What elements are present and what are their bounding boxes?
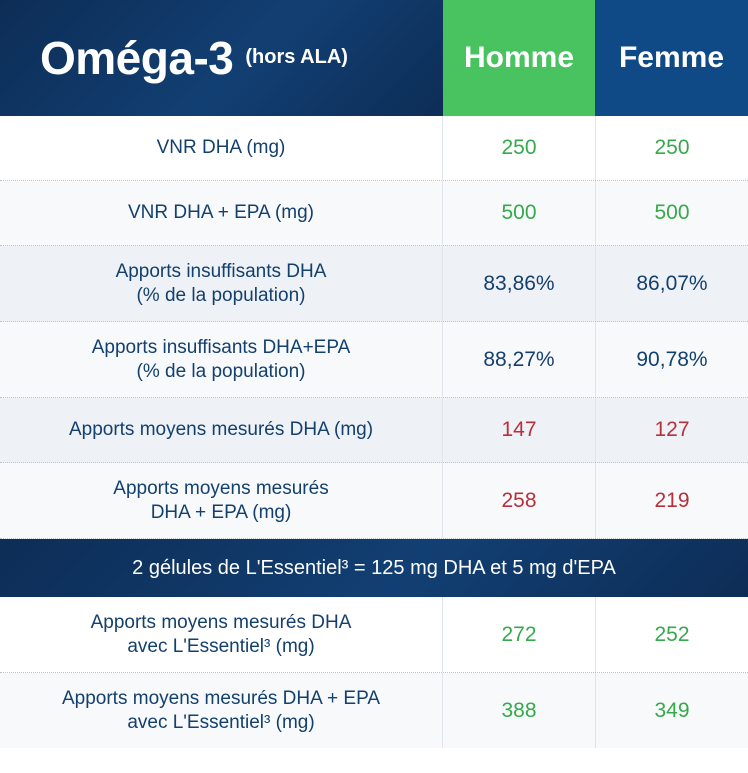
row-label xyxy=(0,116,443,180)
column-header-women xyxy=(595,0,748,116)
row-label xyxy=(0,673,443,748)
row-value-men: 258 xyxy=(443,463,596,538)
row-label xyxy=(0,597,443,672)
row-label-line1: Apports insuffisants DHA+EPA xyxy=(91,336,351,358)
table-row xyxy=(0,322,748,398)
row-label-line1: Apports insuffisants DHA xyxy=(115,260,327,282)
row-label xyxy=(0,322,443,397)
table-row xyxy=(0,181,748,246)
row-label-line1: Apports moyens mesurés DHA xyxy=(90,611,352,633)
row-value-men: 250 xyxy=(443,116,596,180)
row-value-women: 219 xyxy=(654,488,690,512)
row-label-line2: avec L'Essentiel³ (mg) xyxy=(127,635,315,657)
table-row xyxy=(0,246,748,322)
row-value-women: 90,78% xyxy=(636,347,708,371)
table-row xyxy=(0,673,748,748)
row-value-women: 127 xyxy=(654,418,690,441)
row-value-men: 500 xyxy=(443,181,596,245)
row-value-men: 147 xyxy=(443,398,596,462)
row-value-women: 250 xyxy=(654,136,690,159)
row-label xyxy=(0,398,443,462)
row-label-line2: DHA + EPA (mg) xyxy=(150,501,292,523)
table-row xyxy=(0,398,748,463)
row-value-men: 272 xyxy=(443,597,596,672)
row-label xyxy=(0,463,443,538)
product-banner xyxy=(0,539,748,597)
row-label-line1: VNR DHA (mg) xyxy=(156,137,286,159)
row-value-women: 86,07% xyxy=(636,271,708,295)
column-header-men-label: Homme xyxy=(463,41,575,74)
table-row xyxy=(0,463,748,539)
row-label-line1: VNR DHA + EPA (mg) xyxy=(127,202,314,224)
row-value-men: 388 xyxy=(443,673,596,748)
page-title: Oméga-3 xyxy=(40,32,234,84)
column-header-women-label: Femme xyxy=(618,41,725,74)
column-header-men xyxy=(443,0,595,116)
row-value-women: 252 xyxy=(654,622,690,646)
table-row xyxy=(0,116,748,181)
row-value-men: 88,27% xyxy=(443,322,596,397)
row-value-women: 500 xyxy=(654,201,690,224)
table-title-cell xyxy=(0,0,443,116)
row-label-line2: (% de la population) xyxy=(136,360,306,382)
row-label-line1: Apports moyens mesurés xyxy=(113,477,329,499)
row-value-men: 83,86% xyxy=(443,246,596,321)
table-body xyxy=(0,116,748,773)
row-label xyxy=(0,181,443,245)
row-value-women: 349 xyxy=(654,698,690,722)
row-label-line2: (% de la population) xyxy=(136,284,306,306)
row-label-line1: Apports moyens mesurés DHA (mg) xyxy=(68,419,374,441)
row-label xyxy=(0,246,443,321)
table-row xyxy=(0,597,748,673)
table-header-row xyxy=(0,0,748,116)
product-banner-text: 2 gélules de L'Essentiel³ = 125 mg DHA et 5 mg d'EPA xyxy=(132,556,616,579)
row-label-line2: avec L'Essentiel³ (mg) xyxy=(127,711,315,733)
page-subtitle: (hors ALA) xyxy=(245,45,348,68)
row-label-line1: Apports moyens mesurés DHA + EPA xyxy=(61,687,381,709)
